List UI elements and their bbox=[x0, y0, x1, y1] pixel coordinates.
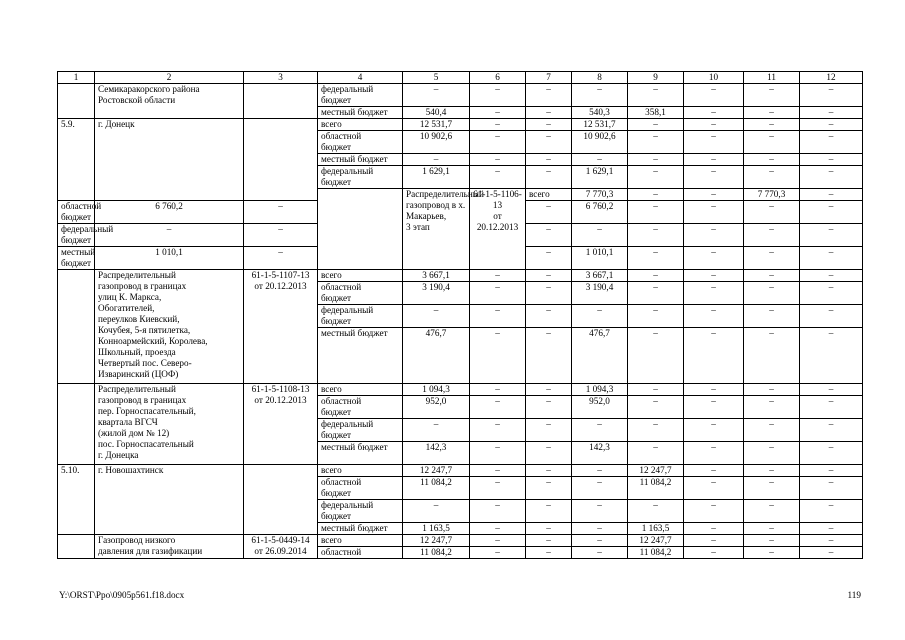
value-cell: – bbox=[403, 154, 470, 166]
value-cell: – bbox=[744, 442, 800, 465]
value-cell: – bbox=[800, 523, 863, 535]
value-cell: – bbox=[526, 500, 572, 523]
value-cell: – bbox=[628, 84, 684, 107]
value-cell: – bbox=[684, 107, 744, 119]
funding-source-cell: местный бюджет bbox=[318, 523, 403, 535]
value-cell: – bbox=[244, 201, 318, 224]
value-cell: – bbox=[572, 523, 628, 535]
value-cell: 1 010,1 bbox=[95, 247, 244, 270]
value-cell: 1 163,5 bbox=[628, 523, 684, 535]
value-cell: – bbox=[744, 247, 800, 270]
footer-file-path: Y:\ORST\Ppo\0905p561.f18.docx bbox=[59, 590, 185, 600]
value-cell: – bbox=[800, 107, 863, 119]
funding-source-cell: областной бюджет bbox=[318, 396, 403, 419]
funding-source-cell: всего bbox=[318, 270, 403, 282]
funding-source-cell: областной бюджет bbox=[318, 131, 403, 154]
header-cell: 10 bbox=[684, 72, 744, 84]
value-cell: – bbox=[684, 500, 744, 523]
value-cell: – bbox=[470, 166, 526, 189]
value-cell: – bbox=[470, 270, 526, 282]
value-cell: – bbox=[628, 166, 684, 189]
value-cell: – bbox=[684, 328, 744, 384]
value-cell: – bbox=[403, 84, 470, 107]
value-cell: 142,3 bbox=[403, 442, 470, 465]
value-cell: – bbox=[470, 154, 526, 166]
value-cell: 952,0 bbox=[403, 396, 470, 419]
value-cell: – bbox=[526, 396, 572, 419]
funding-source-cell: федеральный бюджет bbox=[318, 84, 403, 107]
value-cell: – bbox=[628, 270, 684, 282]
document-code-cell: 61-1-5-1106-13 от 20.12.2013 bbox=[470, 189, 526, 270]
funding-source-cell: областной бюджет bbox=[318, 282, 403, 305]
value-cell: – bbox=[526, 107, 572, 119]
value-cell: – bbox=[572, 547, 628, 559]
value-cell: – bbox=[526, 224, 572, 247]
value-cell: 952,0 bbox=[572, 396, 628, 419]
funding-source-cell: местный бюджет bbox=[58, 247, 95, 270]
value-cell: – bbox=[572, 465, 628, 477]
value-cell: – bbox=[526, 282, 572, 305]
value-cell: – bbox=[684, 247, 744, 270]
header-cell: 8 bbox=[572, 72, 628, 84]
value-cell: – bbox=[684, 535, 744, 547]
value-cell: – bbox=[800, 270, 863, 282]
header-row bbox=[58, 72, 863, 84]
value-cell: 7 770,3 bbox=[572, 189, 628, 201]
value-cell: – bbox=[526, 442, 572, 465]
funding-source-cell: федеральный бюджет bbox=[58, 224, 95, 247]
value-cell: – bbox=[800, 119, 863, 131]
value-cell: 1 629,1 bbox=[572, 166, 628, 189]
header-cell: 2 bbox=[95, 72, 244, 84]
funding-source-cell: местный бюджет bbox=[318, 107, 403, 119]
value-cell: – bbox=[628, 154, 684, 166]
value-cell: – bbox=[800, 282, 863, 305]
funding-source-cell: всего bbox=[318, 535, 403, 547]
document-code-cell bbox=[244, 119, 318, 201]
funding-source-cell: федеральный бюджет bbox=[318, 166, 403, 189]
value-cell: – bbox=[628, 247, 684, 270]
value-cell: – bbox=[684, 270, 744, 282]
header-cell: 11 bbox=[744, 72, 800, 84]
value-cell: – bbox=[800, 224, 863, 247]
document-code-cell: 61-1-5-1107-13 от 20.12.2013 bbox=[244, 270, 318, 384]
value-cell: – bbox=[684, 547, 744, 559]
value-cell: – bbox=[684, 282, 744, 305]
value-cell: – bbox=[572, 224, 628, 247]
value-cell: – bbox=[744, 396, 800, 419]
value-cell: – bbox=[470, 119, 526, 131]
value-cell: – bbox=[526, 166, 572, 189]
value-cell: – bbox=[744, 270, 800, 282]
value-cell: – bbox=[744, 419, 800, 442]
value-cell: – bbox=[244, 224, 318, 247]
value-cell: 7 770,3 bbox=[744, 189, 800, 201]
table-row bbox=[58, 270, 863, 282]
value-cell: – bbox=[800, 84, 863, 107]
value-cell: – bbox=[684, 384, 744, 396]
object-name-cell: Распределительный газопровод в границах улиц К. Маркса, Обогатителей, переулков Киевский, Кочубея, 5-я пятилетка, Конноармейский, Королева, Школьный, проезда Четвертый пос. Северо- Изваринский (ЦОФ) bbox=[95, 270, 244, 384]
value-cell: – bbox=[800, 201, 863, 224]
value-cell: – bbox=[744, 477, 800, 500]
value-cell: – bbox=[684, 465, 744, 477]
value-cell: – bbox=[800, 465, 863, 477]
value-cell: – bbox=[470, 131, 526, 154]
value-cell: – bbox=[744, 523, 800, 535]
header-cell: 3 bbox=[244, 72, 318, 84]
value-cell: – bbox=[744, 465, 800, 477]
funding-source-cell: федеральный бюджет bbox=[318, 305, 403, 328]
value-cell: 12 247,7 bbox=[628, 535, 684, 547]
value-cell: – bbox=[628, 500, 684, 523]
value-cell: 540,4 bbox=[403, 107, 470, 119]
funding-source-cell: федеральный бюджет bbox=[318, 419, 403, 442]
object-name-cell: Распределительный газопровод в границах пер. Горноспасательный, квартала ВГСЧ (жилой дом № 12) пос. Горноспасательный г. Донецка bbox=[95, 384, 244, 465]
value-cell: – bbox=[744, 166, 800, 189]
row-number-cell bbox=[58, 384, 95, 465]
value-cell: 1 629,1 bbox=[403, 166, 470, 189]
value-cell: – bbox=[526, 477, 572, 500]
value-cell: – bbox=[628, 396, 684, 419]
row-number-cell: 5.10. bbox=[58, 465, 95, 535]
row-number-cell: 5.9. bbox=[58, 119, 95, 201]
value-cell: – bbox=[403, 419, 470, 442]
value-cell: – bbox=[470, 500, 526, 523]
value-cell: – bbox=[470, 465, 526, 477]
value-cell: – bbox=[470, 442, 526, 465]
value-cell: – bbox=[572, 84, 628, 107]
value-cell: 6 760,2 bbox=[95, 201, 244, 224]
header-cell: 7 bbox=[526, 72, 572, 84]
value-cell: – bbox=[244, 247, 318, 270]
value-cell: – bbox=[684, 131, 744, 154]
funding-source-cell: местный бюджет bbox=[318, 154, 403, 166]
value-cell: – bbox=[800, 189, 863, 201]
value-cell: – bbox=[684, 523, 744, 535]
value-cell: – bbox=[744, 384, 800, 396]
value-cell: – bbox=[628, 384, 684, 396]
header-cell: 5 bbox=[403, 72, 470, 84]
value-cell: – bbox=[744, 84, 800, 107]
value-cell: 1 094,3 bbox=[403, 384, 470, 396]
value-cell: – bbox=[744, 500, 800, 523]
table-row bbox=[58, 465, 863, 477]
value-cell: 358,1 bbox=[628, 107, 684, 119]
value-cell: 476,7 bbox=[572, 328, 628, 384]
value-cell: – bbox=[744, 535, 800, 547]
funding-source-cell: всего bbox=[318, 465, 403, 477]
value-cell: 3 190,4 bbox=[572, 282, 628, 305]
value-cell: – bbox=[684, 224, 744, 247]
row-number-cell bbox=[58, 535, 95, 559]
funding-source-cell: всего bbox=[318, 384, 403, 396]
object-name-cell: г. Донецк bbox=[95, 119, 244, 201]
value-cell: – bbox=[800, 166, 863, 189]
value-cell: – bbox=[684, 419, 744, 442]
funding-source-cell: местный бюджет bbox=[318, 442, 403, 465]
value-cell: – bbox=[572, 500, 628, 523]
value-cell: – bbox=[572, 419, 628, 442]
object-name-cell: Распределительный газопровод в х. Макарьев, 3 этап bbox=[403, 189, 470, 270]
value-cell: – bbox=[800, 535, 863, 547]
value-cell: – bbox=[526, 523, 572, 535]
funding-source-cell: всего bbox=[526, 189, 572, 201]
value-cell: – bbox=[800, 500, 863, 523]
value-cell: – bbox=[526, 270, 572, 282]
value-cell: – bbox=[572, 535, 628, 547]
value-cell: – bbox=[628, 201, 684, 224]
row-number-cell bbox=[58, 270, 95, 384]
value-cell: – bbox=[470, 419, 526, 442]
value-cell: – bbox=[470, 107, 526, 119]
value-cell: 12 531,7 bbox=[572, 119, 628, 131]
document-code-cell bbox=[244, 84, 318, 119]
value-cell: – bbox=[628, 131, 684, 154]
value-cell: – bbox=[470, 523, 526, 535]
value-cell: 11 084,2 bbox=[628, 547, 684, 559]
value-cell: – bbox=[800, 396, 863, 419]
value-cell: – bbox=[800, 328, 863, 384]
value-cell: – bbox=[95, 224, 244, 247]
value-cell: – bbox=[684, 396, 744, 419]
value-cell: – bbox=[684, 201, 744, 224]
value-cell: – bbox=[470, 535, 526, 547]
value-cell: – bbox=[744, 224, 800, 247]
value-cell: – bbox=[684, 84, 744, 107]
header-cell: 12 bbox=[800, 72, 863, 84]
value-cell: – bbox=[684, 154, 744, 166]
value-cell: – bbox=[470, 477, 526, 500]
object-name-cell: Газопровод низкого давления для газификации bbox=[95, 535, 244, 559]
value-cell: – bbox=[744, 305, 800, 328]
value-cell: – bbox=[744, 119, 800, 131]
value-cell: – bbox=[684, 442, 744, 465]
value-cell: – bbox=[628, 419, 684, 442]
value-cell: 3 667,1 bbox=[572, 270, 628, 282]
value-cell: 11 084,2 bbox=[628, 477, 684, 500]
header-cell: 6 bbox=[470, 72, 526, 84]
funding-source-cell: областной bbox=[318, 547, 403, 559]
value-cell: – bbox=[800, 547, 863, 559]
value-cell: – bbox=[526, 328, 572, 384]
funding-source-cell: местный бюджет bbox=[318, 328, 403, 384]
value-cell: – bbox=[526, 247, 572, 270]
value-cell: – bbox=[744, 201, 800, 224]
value-cell: – bbox=[526, 384, 572, 396]
value-cell: – bbox=[684, 477, 744, 500]
value-cell: 1 094,3 bbox=[572, 384, 628, 396]
value-cell: – bbox=[800, 442, 863, 465]
value-cell: 142,3 bbox=[572, 442, 628, 465]
value-cell: 11 084,2 bbox=[403, 477, 470, 500]
value-cell: 11 084,2 bbox=[403, 547, 470, 559]
header-cell: 1 bbox=[58, 72, 95, 84]
table-row bbox=[58, 384, 863, 396]
value-cell: – bbox=[628, 119, 684, 131]
value-cell: – bbox=[572, 154, 628, 166]
value-cell: – bbox=[628, 224, 684, 247]
value-cell: – bbox=[403, 500, 470, 523]
value-cell: – bbox=[744, 107, 800, 119]
value-cell: 12 247,7 bbox=[403, 465, 470, 477]
value-cell: – bbox=[572, 305, 628, 328]
value-cell: – bbox=[628, 282, 684, 305]
table-row bbox=[58, 84, 863, 107]
value-cell: – bbox=[403, 305, 470, 328]
row-number-cell bbox=[58, 84, 95, 119]
value-cell: – bbox=[800, 419, 863, 442]
value-cell: – bbox=[744, 282, 800, 305]
value-cell: – bbox=[744, 547, 800, 559]
value-cell: – bbox=[470, 547, 526, 559]
value-cell: 10 902,6 bbox=[572, 131, 628, 154]
document-code-cell: 61-1-5-1108-13 от 20.12.2013 bbox=[244, 384, 318, 465]
object-name-cell: Семикаракорского района Ростовской области bbox=[95, 84, 244, 119]
value-cell: – bbox=[744, 328, 800, 384]
value-cell: – bbox=[526, 419, 572, 442]
value-cell: – bbox=[526, 131, 572, 154]
value-cell: – bbox=[800, 131, 863, 154]
value-cell: – bbox=[526, 535, 572, 547]
value-cell: – bbox=[628, 328, 684, 384]
budget-table bbox=[57, 71, 863, 559]
funding-source-cell: всего bbox=[318, 119, 403, 131]
value-cell: – bbox=[526, 201, 572, 224]
value-cell: 6 760,2 bbox=[572, 201, 628, 224]
value-cell: – bbox=[572, 477, 628, 500]
document-code-cell bbox=[244, 465, 318, 535]
value-cell: 12 247,7 bbox=[403, 535, 470, 547]
document-code-cell: 61-1-5-0449-14 от 26.09.2014 bbox=[244, 535, 318, 559]
funding-source-cell: федеральный бюджет bbox=[318, 500, 403, 523]
value-cell: 540,3 bbox=[572, 107, 628, 119]
value-cell: 1 163,5 bbox=[403, 523, 470, 535]
value-cell: – bbox=[800, 477, 863, 500]
value-cell: – bbox=[800, 305, 863, 328]
value-cell: – bbox=[470, 328, 526, 384]
value-cell: – bbox=[628, 189, 684, 201]
value-cell: – bbox=[526, 305, 572, 328]
value-cell: 1 010,1 bbox=[572, 247, 628, 270]
value-cell: – bbox=[684, 166, 744, 189]
value-cell: – bbox=[526, 547, 572, 559]
value-cell: – bbox=[470, 305, 526, 328]
value-cell: – bbox=[684, 305, 744, 328]
value-cell: – bbox=[800, 247, 863, 270]
value-cell: – bbox=[684, 189, 744, 201]
header-cell: 9 bbox=[628, 72, 684, 84]
value-cell: 3 667,1 bbox=[403, 270, 470, 282]
value-cell: – bbox=[628, 305, 684, 328]
row-number-cell bbox=[318, 189, 403, 270]
value-cell: – bbox=[800, 384, 863, 396]
value-cell: – bbox=[744, 154, 800, 166]
value-cell: – bbox=[684, 119, 744, 131]
value-cell: – bbox=[526, 84, 572, 107]
table-row bbox=[58, 535, 863, 547]
footer-page-number: 119 bbox=[847, 590, 861, 600]
value-cell: – bbox=[628, 442, 684, 465]
value-cell: 476,7 bbox=[403, 328, 470, 384]
value-cell: 12 531,7 bbox=[403, 119, 470, 131]
value-cell: – bbox=[526, 119, 572, 131]
value-cell: – bbox=[800, 154, 863, 166]
table-row bbox=[58, 119, 863, 131]
value-cell: – bbox=[744, 131, 800, 154]
value-cell: – bbox=[470, 84, 526, 107]
value-cell: – bbox=[470, 396, 526, 419]
value-cell: 10 902,6 bbox=[403, 131, 470, 154]
object-name-cell: г. Новошахтинск bbox=[95, 465, 244, 535]
value-cell: – bbox=[470, 384, 526, 396]
funding-source-cell: областной бюджет bbox=[318, 477, 403, 500]
funding-source-cell: областной бюджет bbox=[58, 201, 95, 224]
value-cell: 12 247,7 bbox=[628, 465, 684, 477]
value-cell: 3 190,4 bbox=[403, 282, 470, 305]
value-cell: – bbox=[526, 154, 572, 166]
header-cell: 4 bbox=[318, 72, 403, 84]
value-cell: – bbox=[526, 465, 572, 477]
value-cell: – bbox=[470, 282, 526, 305]
